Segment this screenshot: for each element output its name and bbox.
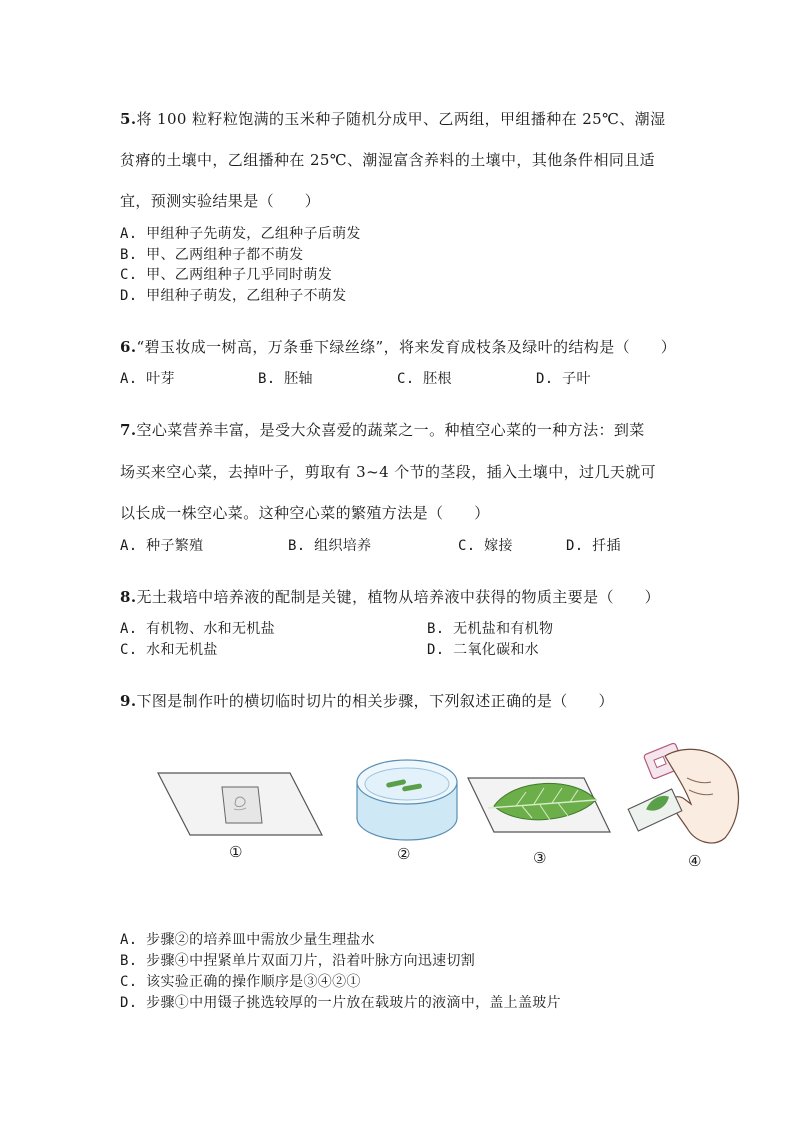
q6-option-c[interactable]: C. 胚根	[397, 371, 452, 387]
figure-hand-razor	[625, 738, 750, 850]
q6-option-b[interactable]: B. 胚轴	[258, 371, 313, 387]
q8-stem: 无土栽培中培养液的配制是关键，植物从培养液中获得的物质主要是（ ）	[136, 588, 661, 606]
q7-stem-3: 以长成一株空心菜。这种空心菜的繁殖方法是（ ）	[120, 504, 490, 522]
q7-stem-2: 场买来空心菜，去掉叶子，剪取有 3~4 个节的茎段，插入土壤中，过几天就可	[120, 463, 656, 481]
q6-option-a[interactable]: A. 叶芽	[120, 371, 175, 387]
q6-option-d[interactable]: D. 子叶	[536, 371, 591, 387]
q5-stem-2: 贫瘠的土壤中，乙组播种在 25℃、潮湿富含养料的土壤中，其他条件相同且适	[120, 151, 656, 169]
q5-line-1	[120, 108, 665, 129]
q5-stem-1: 将 100 粒籽粒饱满的玉米种子随机分成甲、乙两组，甲组播种在 25℃、潮湿	[136, 110, 666, 128]
q9-option-b[interactable]: B. 步骤④中捏紧单片双面刀片，沿着叶脉方向迅速切割	[120, 953, 476, 969]
q7-option-a[interactable]: A. 种子繁殖	[120, 538, 204, 554]
q9-line	[120, 690, 614, 711]
q7-option-b[interactable]: B. 组织培养	[288, 538, 372, 554]
q5-option-a[interactable]: A. 甲组种子先萌发，乙组种子后萌发	[120, 226, 361, 242]
q6-line	[120, 336, 676, 357]
q6-stem: “碧玉妆成一树高，万条垂下绿丝绦”，将来发育成枝条及绿叶的结构是（ ）	[136, 338, 677, 356]
q5-option-d[interactable]: D. 甲组种子萌发，乙组种子不萌发	[120, 288, 347, 304]
q7-option-d[interactable]: D. 扦插	[566, 538, 621, 554]
q8-option-d[interactable]: D. 二氧化碳和水	[427, 642, 539, 658]
q8-option-b[interactable]: B. 无机盐和有机物	[427, 621, 554, 637]
q5-option-c[interactable]: C. 甲、乙两组种子几乎同时萌发	[120, 267, 333, 283]
figure-label-3: ③	[533, 849, 547, 867]
figure-label-4: ④	[688, 852, 702, 870]
q9-option-c[interactable]: C. 该实验正确的操作顺序是③④②①	[120, 974, 361, 990]
figure-petri-dish	[352, 752, 462, 847]
q9-option-d[interactable]: D. 步骤①中用镊子挑选较厚的一片放在载玻片的液滴中，盖上盖玻片	[120, 995, 561, 1011]
q9-number: 9.	[120, 692, 137, 710]
q7-line-1	[120, 419, 645, 440]
q8-number: 8.	[120, 588, 137, 606]
q7-number: 7.	[120, 421, 137, 439]
q7-stem-1: 空心菜营养丰富，是受大众喜爱的蔬菜之一。种植空心菜的一种方法：到菜	[136, 421, 645, 439]
q5-stem-3: 宜，预测实验结果是（ ）	[120, 192, 321, 210]
q5-option-b[interactable]: B. 甲、乙两组种子都不萌发	[120, 247, 304, 263]
q8-option-c[interactable]: C. 水和无机盐	[120, 642, 218, 658]
figure-leaf-on-slide	[464, 770, 614, 838]
q7-option-c[interactable]: C. 嫁接	[458, 538, 513, 554]
figure-label-2: ②	[397, 845, 411, 863]
q5-number: 5.	[120, 110, 137, 128]
q9-option-a[interactable]: A. 步骤②的培养皿中需放少量生理盐水	[120, 932, 375, 948]
q8-option-a[interactable]: A. 有机物、水和无机盐	[120, 621, 275, 637]
q8-line	[120, 586, 660, 607]
q6-number: 6.	[120, 338, 137, 356]
figure-label-1: ①	[229, 843, 243, 861]
q9-stem: 下图是制作叶的横切临时切片的相关步骤，下列叙述正确的是（ ）	[136, 692, 614, 710]
figure-slide-coverslip	[150, 765, 330, 840]
